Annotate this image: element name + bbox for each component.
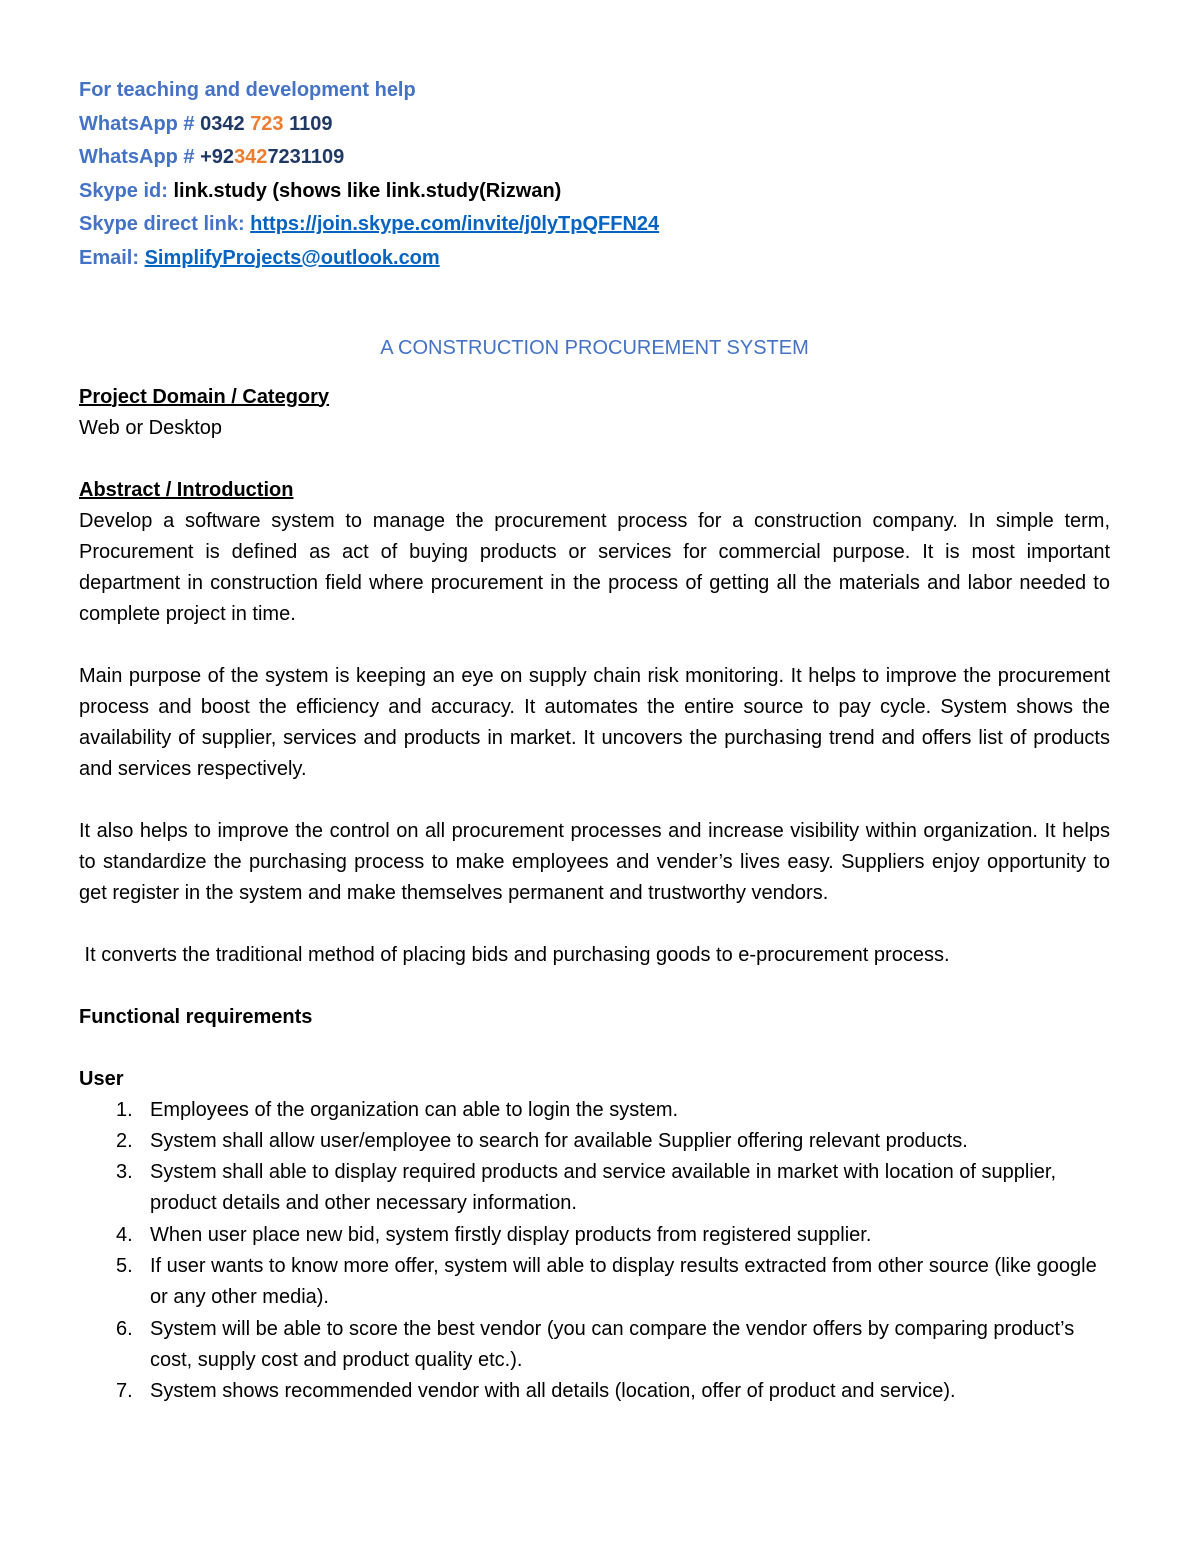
- list-text: System shows recommended vendor with all details (location, offer of product and service).: [150, 1380, 956, 1403]
- abstract-paragraph-1: Develop a software system to manage the procurement process for a construction company. In simple term, Procurement is defined as act of buying products or services for commercial purpose. It is most important department in construction field where procurement in the process of getting all the materials and labor needed to complete project in time.: [79, 509, 1110, 625]
- list-text: System will be able to score the best vendor (you can compare the vendor offers by comparing product’s cost, supply cost and product quality etc.).: [150, 1317, 1075, 1371]
- list-item: [116, 1314, 1110, 1377]
- abstract-paragraph-2: Main purpose of the system is keeping an eye on supply chain risk monitoring. It helps to improve the procurement process and boost the efficiency and accuracy. It automates the entire source to pay cycle. System shows the availability of supplier, services and products in market. It uncovers the purchasing trend and offers list of products and services respectively.: [79, 664, 1110, 780]
- skype-id-line: [79, 175, 1110, 209]
- list-text: When user place new bid, system firstly display products from registered supplier.: [150, 1223, 872, 1246]
- email-link[interactable]: SimplifyProjects@outlook.com: [144, 246, 440, 269]
- requirements-list: [79, 1095, 1110, 1408]
- whatsapp-number-part: 7231109: [267, 146, 345, 168]
- whatsapp-number-part: 723: [250, 112, 284, 135]
- list-text: If user wants to know more offer, system will able to display results extracted from other source (like google or any other media).: [150, 1254, 1097, 1309]
- skype-link-line: [79, 208, 1110, 242]
- list-number: 3.: [116, 1161, 133, 1184]
- list-item: [116, 1376, 1110, 1407]
- list-number: 6.: [116, 1317, 133, 1340]
- document-page: [79, 74, 1110, 1407]
- list-text: Employees of the organization can able to login the system.: [150, 1098, 679, 1121]
- list-text: System shall allow user/employee to search for available Supplier offering relevant products.: [150, 1129, 968, 1152]
- list-item: [116, 1220, 1110, 1251]
- whatsapp-number-part: 1109: [283, 112, 333, 135]
- email-label: Email:: [79, 246, 145, 269]
- list-item: [116, 1126, 1110, 1157]
- functional-requirements-heading: Functional requirements: [79, 1005, 313, 1028]
- list-number: 2.: [116, 1129, 133, 1152]
- list-item: [116, 1095, 1110, 1126]
- list-number: 7.: [116, 1380, 133, 1403]
- email-line: [79, 242, 1110, 276]
- list-item: [116, 1251, 1110, 1314]
- list-item: [116, 1157, 1110, 1220]
- document-title: A CONSTRUCTION PROCUREMENT SYSTEM: [380, 337, 809, 359]
- whatsapp-label: WhatsApp #: [79, 146, 201, 168]
- domain-value: Web or Desktop: [79, 416, 223, 439]
- list-number: 4.: [116, 1223, 133, 1246]
- abstract-paragraph-4: It converts the traditional method of placing bids and purchasing goods to e-procurement process.: [79, 943, 950, 966]
- whatsapp-label: WhatsApp #: [79, 112, 201, 135]
- list-number: 1.: [116, 1098, 133, 1121]
- whatsapp-number-part: +92: [200, 146, 235, 168]
- abstract-paragraph-3: It also helps to improve the control on all procurement processes and increase visibility within organization. It helps to standardize the purchasing process to make employees and vender’s lives easy. Suppliers enjoy opportunity to get register in the system and make themselves permanent and trustworthy vendors.: [79, 819, 1110, 904]
- whatsapp-line-2: [79, 141, 1110, 175]
- skype-link-label: Skype direct link:: [79, 213, 251, 235]
- skype-id-value: link.study (shows like link.study(Rizwan): [173, 179, 562, 202]
- whatsapp-number-part: 342: [234, 146, 268, 168]
- whatsapp-line-1: [79, 108, 1110, 142]
- list-text: System shall able to display required products and service available in market with location of supplier, product details and other necessary information.: [150, 1161, 1057, 1215]
- contact-intro: For teaching and development help: [79, 79, 416, 101]
- whatsapp-number-part: 0342: [200, 112, 251, 135]
- domain-heading: Project Domain / Category: [79, 385, 330, 408]
- list-number: 5.: [116, 1254, 133, 1277]
- skype-id-label: Skype id:: [79, 179, 174, 202]
- skype-link[interactable]: https://join.skype.com/invite/j0lyTpQFFN24: [250, 213, 660, 235]
- user-heading: User: [79, 1067, 124, 1090]
- abstract-heading: Abstract / Introduction: [79, 478, 294, 501]
